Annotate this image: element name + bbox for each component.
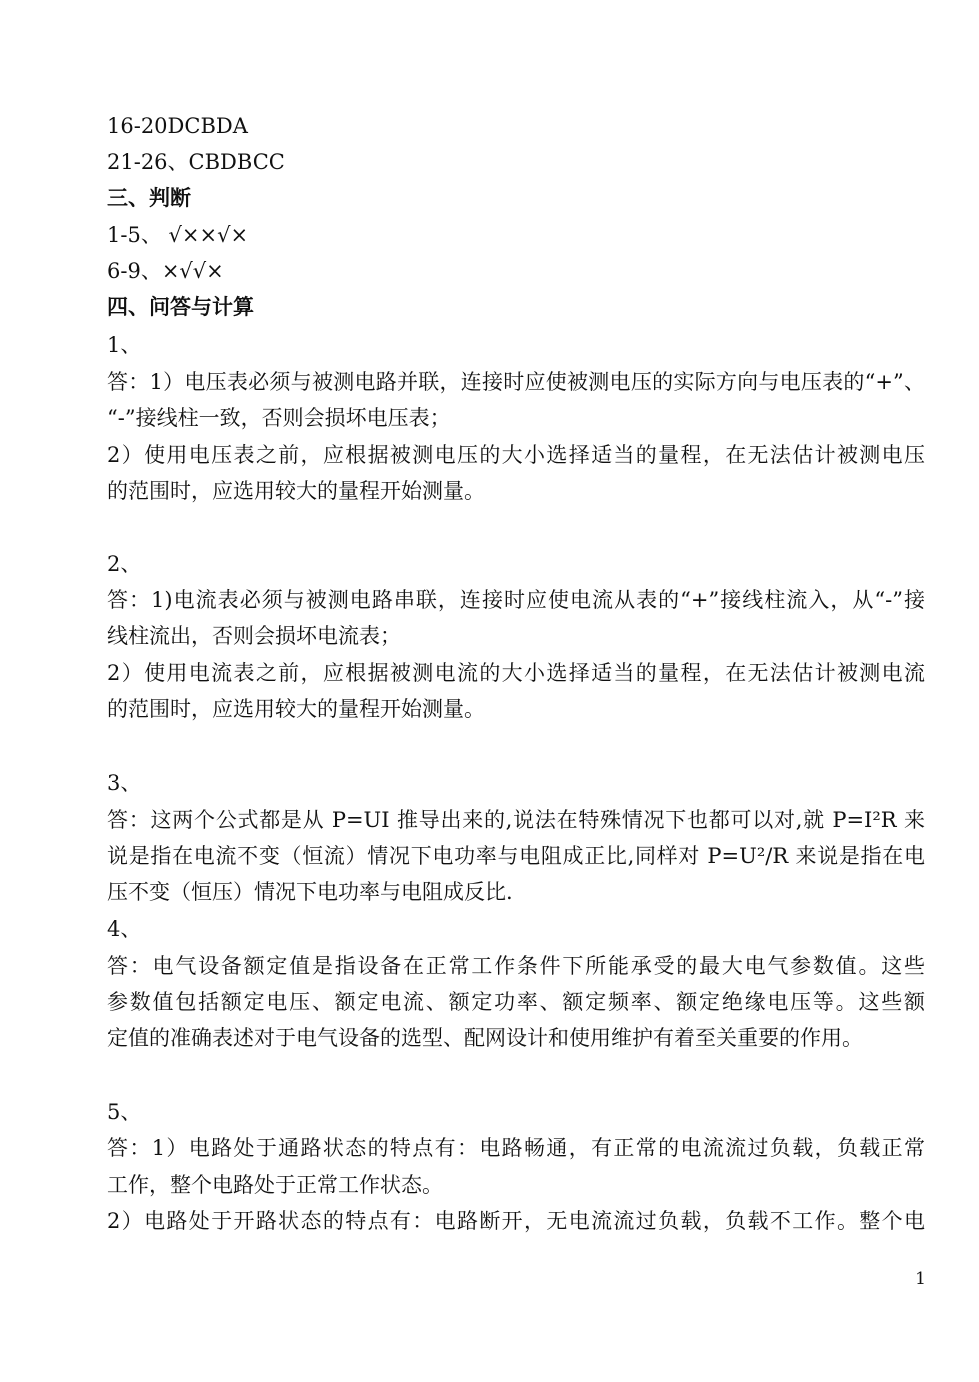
question-2-answer-line: 线柱流出，否则会损坏电流表； xyxy=(107,624,401,648)
question-2-answer-line: 的范围时，应选用较大的量程开始测量。 xyxy=(107,697,485,721)
section-heading-judgement: 三、判断 xyxy=(107,186,191,210)
question-2-answer-line: 答：1)电流表必须与被测电路串联，连接时应使电流从表的“+”接线柱流入，从“-”接 xyxy=(107,588,925,612)
question-5-answer-line: 2）电路处于开路状态的特点有：电路断开，无电流流过负载，负载不工作。整个电 xyxy=(107,1209,925,1233)
question-3-answer-line: 答：这两个公式都是从 P=UI 推导出来的,说法在特殊情况下也都可以对,就 P=I²R 来 xyxy=(107,808,925,832)
question-3-answer-line: 压不变（恒压）情况下电功率与电阻成反比. xyxy=(107,880,513,904)
question-1-number: 1、 xyxy=(107,333,142,357)
question-1-answer-line: 的范围时，应选用较大的量程开始测量。 xyxy=(107,479,485,503)
question-3-answer-line: 说是指在电流不变（恒流）情况下电功率与电阻成正比,同样对 P=U²/R 来说是指在电 xyxy=(107,844,925,868)
question-3-number: 3、 xyxy=(107,771,142,795)
answer-row-16-20: 16-20DCBDA xyxy=(107,114,248,138)
question-4-number: 4、 xyxy=(107,917,142,941)
question-5-answer-line: 工作，整个电路处于正常工作状态。 xyxy=(107,1173,443,1197)
judgement-row-6-9: 6-9、×√√× xyxy=(107,259,224,283)
question-1-answer-line: 答：1）电压表必须与被测电路并联，连接时应使被测电压的实际方向与电压表的“+”、 xyxy=(107,370,925,394)
question-4-answer-line: 参数值包括额定电压、额定电流、额定功率、额定频率、额定绝缘电压等。这些额 xyxy=(107,990,925,1014)
question-1-answer-line: 2）使用电压表之前，应根据被测电压的大小选择适当的量程，在无法估计被测电压 xyxy=(107,443,925,467)
question-4-answer-line: 答：电气设备额定值是指设备在正常工作条件下所能承受的最大电气参数值。这些 xyxy=(107,954,925,978)
question-1-answer-line: “-”接线柱一致，否则会损坏电压表； xyxy=(107,406,451,430)
section-heading-qa: 四、问答与计算 xyxy=(107,295,254,319)
question-2-number: 2、 xyxy=(107,552,142,576)
page-number: 1 xyxy=(915,1269,926,1289)
judgement-row-1-5: 1-5、 √××√× xyxy=(107,223,249,247)
question-5-answer-line: 答：1）电路处于通路状态的特点有：电路畅通，有正常的电流流过负载，负载正常 xyxy=(107,1136,925,1160)
question-4-answer-line: 定值的准确表述对于电气设备的选型、配网设计和使用维护有着至关重要的作用。 xyxy=(107,1026,863,1050)
question-2-answer-line: 2）使用电流表之前，应根据被测电流的大小选择适当的量程，在无法估计被测电流 xyxy=(107,661,925,685)
question-5-number: 5、 xyxy=(107,1100,142,1124)
answer-row-21-26: 21-26、CBDBCC xyxy=(107,150,285,174)
